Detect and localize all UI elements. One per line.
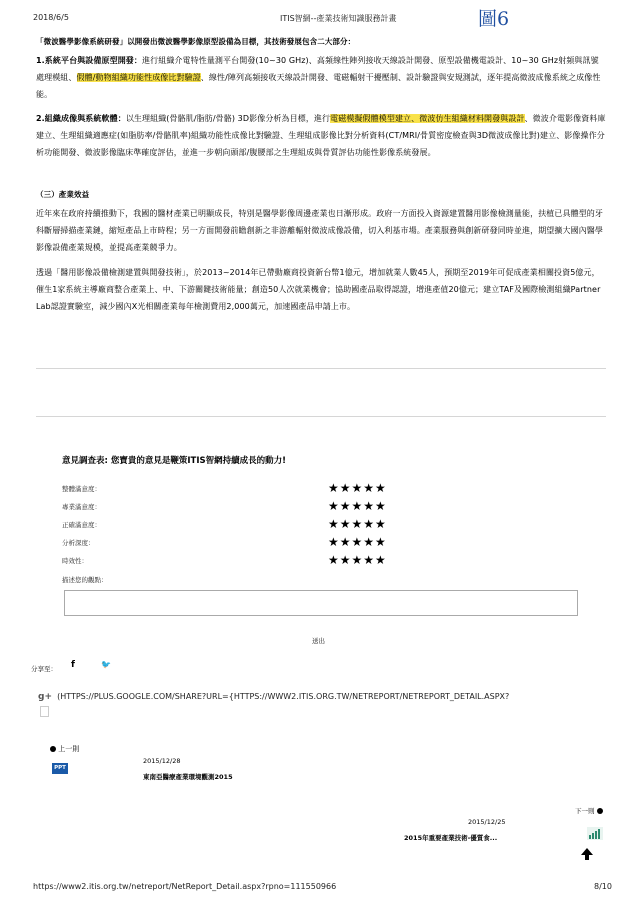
next-label: 下一則 (575, 807, 595, 815)
divider (36, 368, 606, 369)
page-number: 8/10 (594, 882, 612, 891)
next-date: 2015/12/25 (468, 818, 506, 826)
next-arrow-icon (597, 808, 603, 814)
rating-label: 整體滿意度： (62, 485, 101, 493)
chart-icon (587, 825, 603, 844)
submit-button[interactable]: 送出 (312, 637, 325, 645)
item-2-text-a: 以生理組織(骨骼肌/脂肪/骨骼) 3D影像分析為目標，進行 (125, 114, 331, 123)
item-1-highlight: 假體/動物組織功能性成像比對驗證 (76, 73, 201, 82)
google-plus-icon: g+ (38, 692, 52, 702)
rating-label: 時效性： (62, 557, 88, 565)
print-date: 2018/6/5 (33, 13, 69, 22)
facebook-icon[interactable]: f (71, 660, 75, 670)
figure-label: 圖6 (478, 8, 510, 30)
item-2-highlight: 電磁模擬假體模型建立、微波仿生組織材料開發與設計 (330, 114, 525, 123)
divider (36, 416, 606, 417)
footer-url: https://www2.itis.org.tw/netreport/NetReport_Detail.aspx?rpno=111550966 (33, 882, 337, 891)
prev-label: 上一則 (58, 745, 80, 753)
ppt-icon: PPT (52, 763, 68, 774)
paragraph-4: 透過「醫用影像設備檢測建置與開發技術」，於2013~2014年已帶動廠商投資新台幣1億元，增加就業人數45人，預期至2019年可促成產業相關投資5億元，催生1家系統主導廠商整合產業上、中、下游關鍵技術能量；創造50人次就業機會；協助國產品取得認證，增進產值20億元；建立TAF及國際檢測組織Partner Lab認證實驗室，減少國內X光相關產業每年檢測費用2,000萬元，加速國產品申請上市。 (36, 268, 601, 311)
item-2-title: 2.組織成像與系統軟體： (36, 114, 126, 123)
google-plus-url: (HTTPS://PLUS.GOOGLE.COM/SHARE?URL={HTTPS://WWW2.ITIS.ORG.TW/NETREPORT/NETREPORT_DETAIL.ASPX? (57, 692, 510, 701)
prev-date: 2015/12/28 (143, 757, 181, 765)
paragraph-3: 近年來在政府持續推動下，我國的醫材產業已明顯成長，特別是醫學影像周邊產業也日漸形成。政府一方面投入資源建置醫用影像檢測量能，扶植已具體型的牙科斷層掃描產業鏈，縮短產品上市時程；另一方面開發前瞻創新之非游離輻射微波成像設備，切入利基市場。產業服務與創新研發同時並進，期望擴大國內醫學影像設備產業規模，並提高產業競爭力。 (36, 209, 603, 252)
item-1-title: 1.系統平台與設備原型開發： (36, 56, 143, 65)
prev-arrow-icon (50, 746, 56, 752)
rating-label: 分析深度： (62, 539, 95, 547)
item-2 (36, 110, 606, 161)
item-2-text-b: 、微波介電影像資料庫建立、生理組織適應症(如脂肪率/骨骼肌率)組織功能性成像比對驗證、生理組成影像比對分析資料(CT/MRI/骨質密度檢查與3D微波成像比對)建立、影像操作分析功能開發、微波影像臨床準確度評估，並進一步朝向頭部/腹腰部之生理組成與骨質評估功能性影像系統發展。 (36, 114, 606, 157)
rating-stars[interactable]: ★★★★★ (328, 535, 387, 549)
rating-label: 專業滿意度： (62, 503, 101, 511)
item-1-text-a: 進行組織介電特性量測平台開發(10~30 GHz)、高頻線性陣列接收天線設計開發、原型設備機電設計、10~30 GHz射頻與訊號處理模組、 (36, 56, 599, 82)
intro-text: 「微波醫學影像系統研發」以開發出微波醫學影像原型設備為目標，其技術發展包含二大部分： (36, 37, 356, 46)
prev-link[interactable] (50, 744, 79, 754)
next-link[interactable] (575, 806, 603, 815)
prev-title[interactable]: 東南亞醫療產業環境觀測2015 (143, 773, 233, 781)
comment-label: 描述您的觀點： (62, 576, 108, 584)
google-plus-share[interactable] (38, 684, 638, 703)
comment-textarea[interactable] (64, 590, 578, 616)
site-title: ITIS智網--產業技術知識服務計畫 (280, 14, 397, 23)
back-to-top-icon[interactable] (580, 846, 594, 865)
section-3-title: （三）產業效益 (36, 190, 90, 199)
share-label: 分享至： (31, 665, 57, 673)
rating-stars[interactable]: ★★★★★ (328, 553, 387, 567)
next-title[interactable]: 2015年重要產業技術-優質食... (404, 834, 498, 842)
rating-label: 正確滿意度： (62, 521, 101, 529)
twitter-icon[interactable]: 🐦 (101, 660, 111, 669)
print-icon[interactable] (40, 706, 49, 717)
survey-title: 意見調查表: 您寶貴的意見是鞭策ITIS智網持續成長的動力! (62, 456, 286, 466)
rating-stars[interactable]: ★★★★★ (328, 481, 387, 495)
rating-stars[interactable]: ★★★★★ (328, 517, 387, 531)
rating-stars[interactable]: ★★★★★ (328, 499, 387, 513)
item-1 (36, 52, 606, 103)
item-1-text-b: 、線性/陣列高頻接收天線設計開發、電磁輻射干擾壓制、設計驗證與安規測試，逐年提高微波成像系統之成像性能。 (36, 73, 601, 99)
